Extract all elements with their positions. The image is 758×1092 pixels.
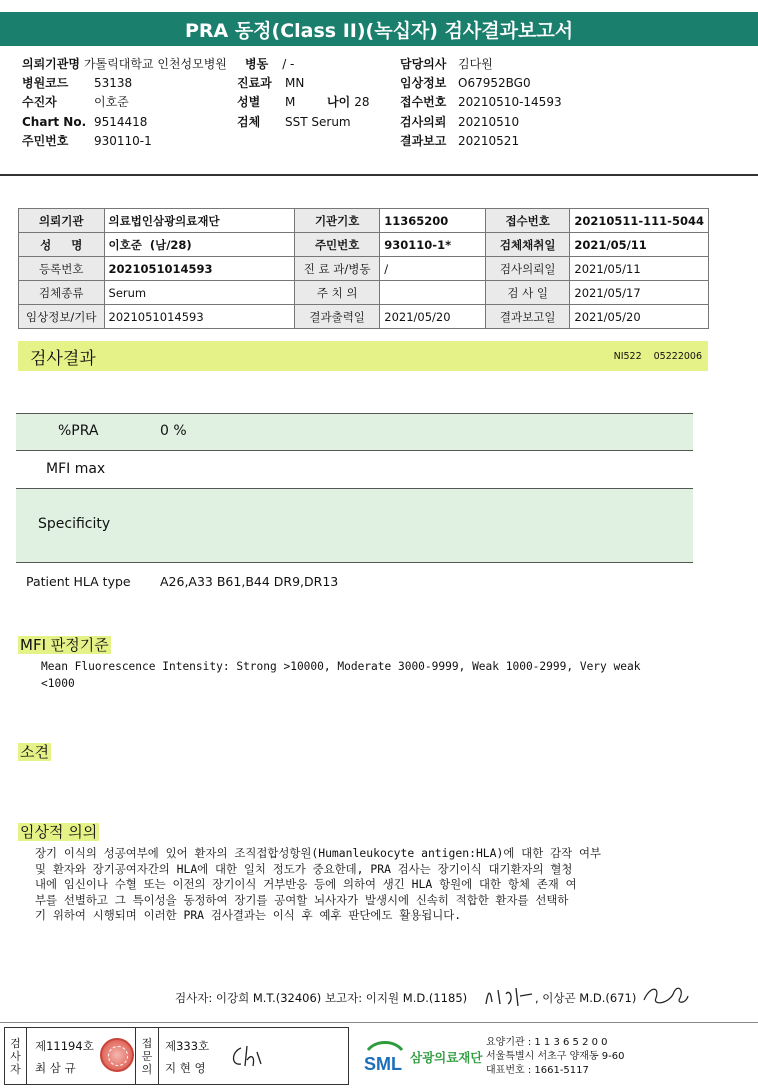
tester-license: 제11194호 — [35, 1039, 94, 1053]
result-header — [18, 341, 708, 371]
table-row — [19, 209, 709, 233]
table-row — [19, 281, 709, 305]
table-cell: 이호준 (남/28) — [104, 233, 295, 257]
organization-name: 삼광의료재단 — [410, 1050, 483, 1065]
signature-line — [175, 990, 467, 1006]
header-receipt-no: 접수번호 20210510-14593 — [400, 95, 562, 109]
table-cell: 2021/05/11 — [570, 233, 709, 257]
institution-code: 요양기관 : 1 1 3 6 5 2 0 0 — [486, 1037, 608, 1048]
table-cell: 검 사 일 — [485, 281, 569, 305]
table-cell: 접수번호 — [485, 209, 569, 233]
clinical-line: 및 환자와 장기공여자간의 HLA에 대한 일치 정도가 중요한데, PRA 검사는 장기이식 대기환자의 혈청 — [35, 861, 573, 876]
header-sex: 성별 M — [237, 95, 296, 109]
result-code: 05222006 — [653, 350, 702, 362]
table-cell: 임상정보/기타 — [19, 305, 105, 329]
header-doctor: 담당의사 김다원 — [400, 57, 493, 71]
result-line — [16, 450, 693, 451]
table-cell: / — [380, 257, 486, 281]
result-title: 검사결과 — [30, 348, 96, 369]
clinical-line: 부를 선별하고 그 특이성을 동정하여 장기를 공여할 뇌사자가 발생시에 신속히 적합한 환자를 선택하 — [35, 892, 569, 907]
pra-row — [16, 414, 693, 450]
header-resident-no: 주민번호 930110-1 — [22, 134, 152, 148]
specificity-label: Specificity — [38, 516, 111, 532]
table-cell: 진 료 과/병동 — [295, 257, 380, 281]
consultant-label: 접 문 의 — [135, 1028, 159, 1084]
result-codes — [614, 351, 702, 362]
clinical-heading: 임상적 의의 — [20, 823, 98, 841]
footer-certification — [4, 1027, 349, 1085]
table-cell: Serum — [104, 281, 295, 305]
official-seal — [100, 1038, 134, 1072]
mfi-criteria-heading: MFI 판정기준 — [20, 636, 109, 654]
reporter-signature — [480, 982, 540, 1010]
header-institution: 의뢰기관명 가톨릭대학교 인천성모병원 — [22, 57, 227, 71]
table-cell: 결과출력일 — [295, 305, 380, 329]
header-patient: 수진자 이호준 — [22, 95, 129, 109]
table-cell: 검체종류 — [19, 281, 105, 305]
table-cell: 20210511-111-5044 — [570, 209, 709, 233]
header-divider — [0, 174, 758, 176]
clinical-line: 기 위하여 시행되며 이러한 PRA 검사결과는 이식 후 예후 판단에도 활용됩니다. — [35, 908, 462, 922]
other-reporter-name: , 이상곤 M.D.(671) — [535, 991, 637, 1005]
patient-hla-label: Patient HLA type — [26, 574, 131, 589]
header-department: 진료과 MN — [237, 76, 305, 90]
table-cell: 기관기호 — [295, 209, 380, 233]
table-cell — [380, 281, 486, 305]
table-cell: 등록번호 — [19, 257, 105, 281]
table-cell: 검사의뢰일 — [485, 257, 569, 281]
mfi-criteria-line: Mean Fluorescence Intensity: Strong >10000, Moderate 3000-9999, Weak 1000-2999, Very weak — [41, 660, 641, 673]
header-age: 나이 28 — [327, 95, 370, 109]
table-cell: 11365200 — [380, 209, 486, 233]
svg-text:SML: SML — [364, 1054, 402, 1074]
header-clinical-info: 임상정보 O67952BG0 — [400, 76, 531, 90]
table-cell: 2021/05/11 — [570, 257, 709, 281]
organization-phone: 대표번호 : 1661-5117 — [486, 1065, 589, 1076]
table-cell: 2021051014593 — [104, 257, 295, 281]
table-cell: 2021/05/20 — [380, 305, 486, 329]
consultant-license: 제333호 — [165, 1039, 210, 1053]
table-cell: 930110-1* — [380, 233, 486, 257]
header-hospital-code: 병원코드 53138 — [22, 76, 133, 90]
table-row — [19, 233, 709, 257]
result-line — [16, 562, 693, 563]
mfi-max-label: MFI max — [46, 461, 106, 477]
consultant-name: 지 현 영 — [165, 1061, 206, 1075]
patient-hla-value: A26,A33 B61,B44 DR9,DR13 — [160, 574, 339, 589]
pra-value: 0 % — [160, 423, 187, 439]
clinical-line: 내에 임신이나 수혈 또는 이전의 장기이식 거부반응 등에 의하여 생긴 HLA 항원에 대한 항체 존재 여 — [35, 877, 577, 891]
tester-name: 검사자: 이강희 M.T.(32406) — [175, 991, 322, 1005]
opinion-heading: 소견 — [20, 743, 49, 761]
info-table — [18, 208, 709, 329]
header-specimen: 검체 SST Serum — [237, 115, 351, 129]
clinical-line: 장기 이식의 성공여부에 있어 환자의 조직접합성항원(Humanleukocyte antigen:HLA)에 대한 감작 여부 — [35, 846, 601, 860]
table-cell: 2021/05/20 — [570, 305, 709, 329]
organization-info — [486, 1036, 625, 1078]
report-title: PRA 동정(Class II)(녹십자) 검사결과보고서 — [0, 12, 758, 46]
consultant-signature — [227, 1042, 267, 1072]
tester-label: 검 사 자 — [5, 1028, 27, 1084]
footer-divider — [0, 1022, 758, 1023]
table-cell: 의뢰기관 — [19, 209, 105, 233]
table-row — [19, 305, 709, 329]
header-ward: 병동 / - — [245, 57, 295, 71]
table-cell: 주 치 의 — [295, 281, 380, 305]
header-request-date: 검사의뢰 20210510 — [400, 115, 520, 129]
table-cell: 2021/05/17 — [570, 281, 709, 305]
table-cell: 성 명 — [19, 233, 105, 257]
table-cell: 결과보고일 — [485, 305, 569, 329]
table-cell: 주민번호 — [295, 233, 380, 257]
table-row — [19, 257, 709, 281]
mfi-criteria-line: <1000 — [41, 677, 75, 690]
header-chart-no: Chart No. 9514418 — [22, 115, 148, 129]
table-cell: 검체채취일 — [485, 233, 569, 257]
tester-cert-name: 최 삼 규 — [35, 1061, 76, 1075]
table-cell: 의료법인삼광의료재단 — [104, 209, 295, 233]
organization-address: 서울특별시 서초구 양재동 9-60 — [486, 1051, 625, 1062]
pra-label: %PRA — [58, 423, 99, 439]
result-code: NI522 — [613, 350, 642, 362]
reporter-name: 보고자: 이지원 M.D.(1185) — [324, 991, 468, 1005]
sml-logo-icon — [362, 1038, 408, 1076]
clinical-paragraph — [35, 846, 601, 924]
other-signature — [640, 980, 690, 1010]
table-cell: 2021051014593 — [104, 305, 295, 329]
header-report-date: 결과보고 20210521 — [400, 134, 520, 148]
specificity-row — [16, 489, 693, 562]
